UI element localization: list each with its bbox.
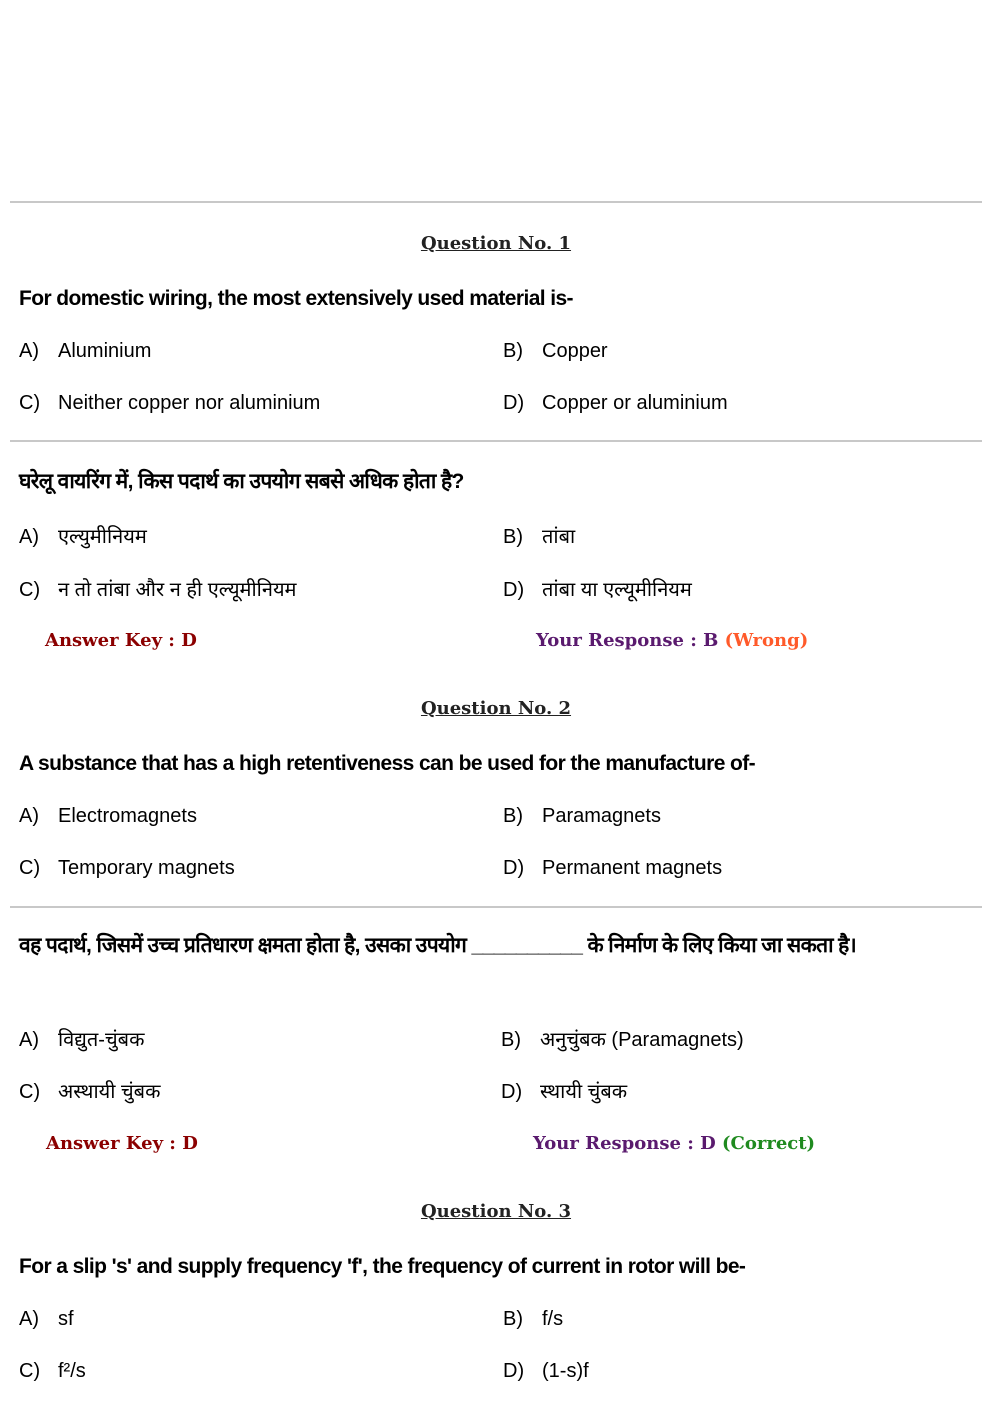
answer-key: Answer Key : D	[46, 1133, 198, 1154]
question-title: Question No. 3	[420, 1201, 572, 1222]
question-text-hi: घरेलू वायरिंग में, किस पदार्थ का उपयोग सबसे अधिक होता है?	[19, 470, 464, 493]
question-text-en: For a slip 's' and supply frequency 'f', the frequency of current in rotor will be-	[19, 1255, 746, 1278]
option-b: B) Copper	[503, 340, 608, 362]
question-title: Question No. 2	[420, 698, 572, 719]
status-badge: (Wrong)	[724, 630, 809, 651]
your-response: Your Response : B (Wrong)	[536, 630, 809, 651]
question-text-en: For domestic wiring, the most extensively used material is-	[19, 287, 573, 310]
option-a: A) Aluminium	[19, 340, 152, 362]
option-c: C) Neither copper nor aluminium	[19, 392, 321, 414]
answer-key: Answer Key : D	[45, 630, 197, 651]
option-b-hi: B) अनुचुंबक (Paramagnets)	[501, 1029, 744, 1051]
option-d-hi: D) तांबा या एल्यूमीनियम	[503, 579, 692, 601]
option-d: D) Permanent magnets	[503, 857, 723, 879]
option-c-hi: C) अस्थायी चुंबक	[19, 1081, 161, 1103]
option-a: A) Electromagnets	[19, 805, 197, 827]
divider	[10, 201, 982, 203]
option-a: A) sf	[19, 1308, 74, 1330]
option-a-hi: A) एल्युमीनियम	[19, 526, 147, 548]
option-c-hi: C) न तो तांबा और न ही एल्यूमीनियम	[19, 579, 297, 601]
option-b: B) f/s	[503, 1308, 564, 1330]
option-b: B) Paramagnets	[503, 805, 661, 827]
option-c: C) f²/s	[19, 1360, 86, 1382]
your-response: Your Response : D (Correct)	[533, 1133, 816, 1154]
divider	[10, 440, 982, 442]
status-badge: (Correct)	[722, 1133, 816, 1154]
option-d: D) (1-s)f	[503, 1360, 589, 1382]
option-a-hi: A) विद्युत-चुंबक	[19, 1029, 145, 1051]
question-text-en: A substance that has a high retentiveness can be used for the manufacture of-	[19, 752, 756, 775]
option-d: D) Copper or aluminium	[503, 392, 728, 414]
question-text-hi: वह पदार्थ, जिसमें उच्च प्रतिधारण क्षमता होता है, उसका उपयोग __________ के निर्माण के लिए किया जा सकता है।	[19, 934, 857, 957]
option-b-hi: B) तांबा	[503, 526, 576, 548]
question-title: Question No. 1	[420, 233, 572, 254]
divider	[10, 906, 982, 908]
option-d-hi: D) स्थायी चुंबक	[501, 1081, 628, 1103]
option-c: C) Temporary magnets	[19, 857, 235, 879]
